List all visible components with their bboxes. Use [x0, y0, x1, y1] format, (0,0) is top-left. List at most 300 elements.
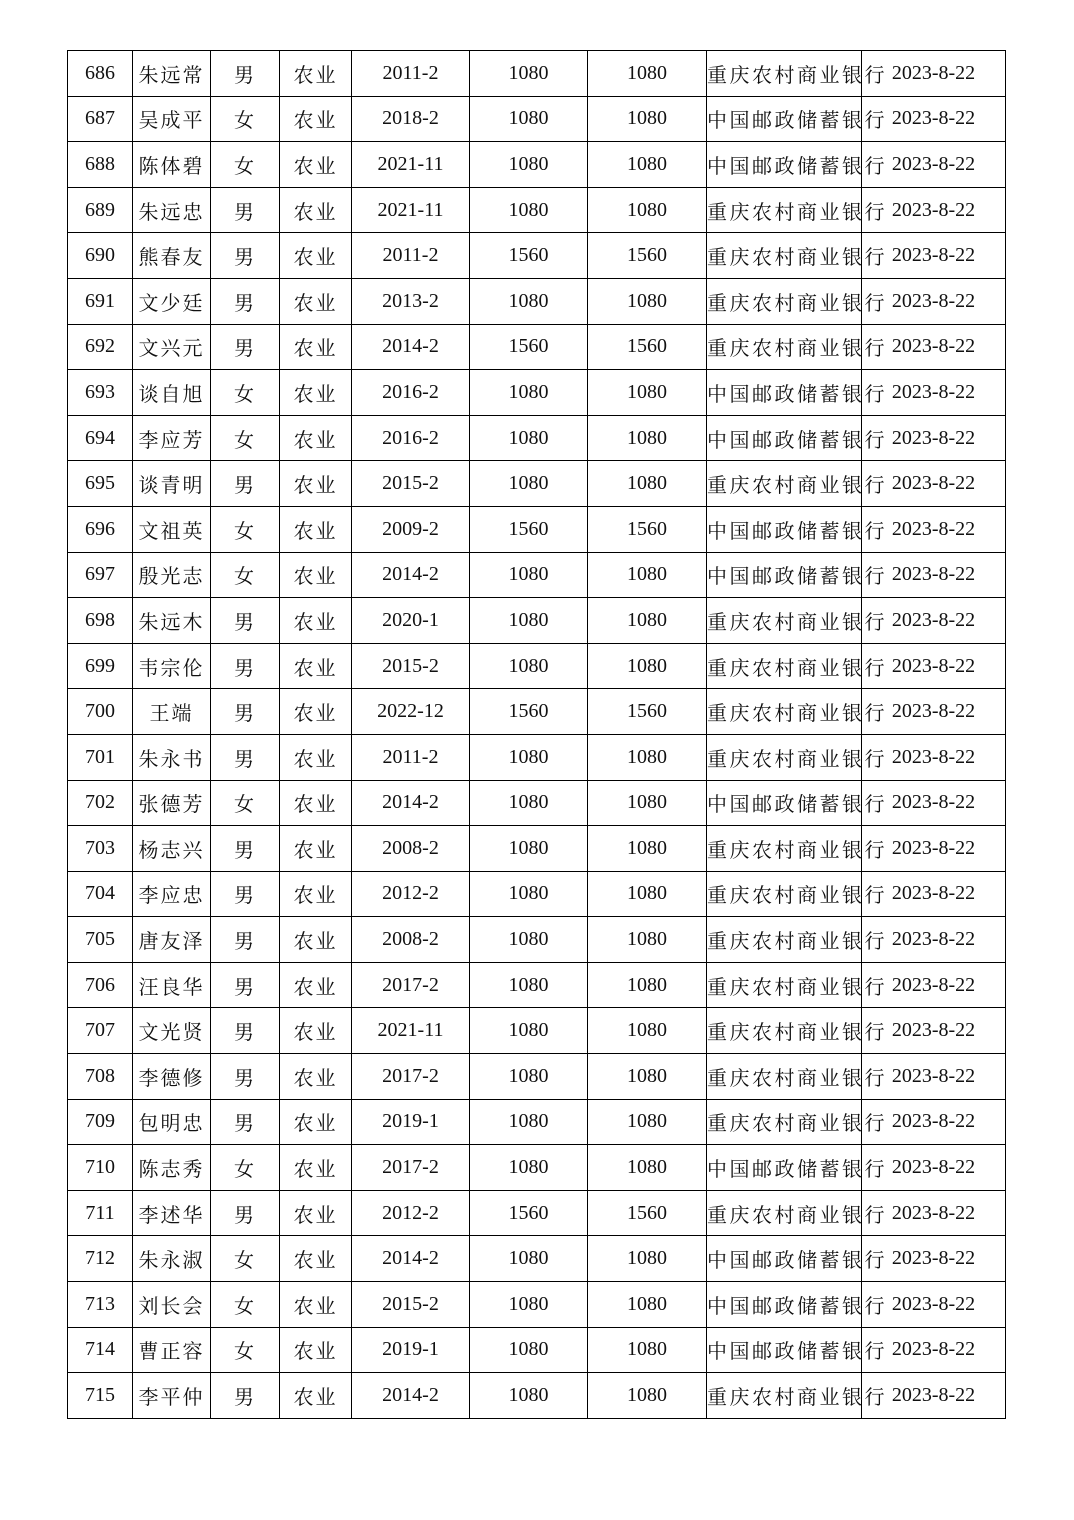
- cell-amount-standard: 1080: [470, 871, 588, 917]
- table-row: [68, 233, 1006, 279]
- cell-start-date: 2015-2: [352, 461, 470, 507]
- cell-name: 熊春友: [133, 233, 211, 279]
- cell-household-type: 农业: [280, 1327, 352, 1373]
- cell-serial-number: 695: [68, 461, 133, 507]
- cell-serial-number: 705: [68, 917, 133, 963]
- cell-start-date: 2009-2: [352, 506, 470, 552]
- cell-start-date: 2011-2: [352, 233, 470, 279]
- cell-amount-standard: 1080: [470, 1008, 588, 1054]
- cell-amount-standard: 1080: [470, 96, 588, 142]
- cell-amount-standard: 1560: [470, 689, 588, 735]
- cell-payment-date: 2023-8-22: [862, 142, 1006, 188]
- cell-amount-paid: 1080: [588, 962, 707, 1008]
- cell-serial-number: 708: [68, 1054, 133, 1100]
- cell-amount-paid: 1080: [588, 1236, 707, 1282]
- cell-start-date: 2018-2: [352, 96, 470, 142]
- table-row: [68, 962, 1006, 1008]
- cell-bank: 中国邮政储蓄银行: [707, 1236, 862, 1282]
- cell-gender: 女: [211, 1236, 280, 1282]
- cell-name: 杨志兴: [133, 826, 211, 872]
- cell-name: 文祖英: [133, 506, 211, 552]
- cell-gender: 女: [211, 780, 280, 826]
- table-row: [68, 1008, 1006, 1054]
- cell-amount-standard: 1080: [470, 187, 588, 233]
- cell-bank: 中国邮政储蓄银行: [707, 96, 862, 142]
- cell-amount-paid: 1080: [588, 96, 707, 142]
- cell-payment-date: 2023-8-22: [862, 278, 1006, 324]
- cell-gender: 男: [211, 643, 280, 689]
- cell-payment-date: 2023-8-22: [862, 370, 1006, 416]
- cell-name: 谈青明: [133, 461, 211, 507]
- cell-start-date: 2012-2: [352, 1190, 470, 1236]
- cell-name: 李应芳: [133, 415, 211, 461]
- cell-name: 汪良华: [133, 962, 211, 1008]
- cell-start-date: 2014-2: [352, 552, 470, 598]
- cell-gender: 男: [211, 51, 280, 97]
- cell-serial-number: 701: [68, 734, 133, 780]
- cell-amount-paid: 1560: [588, 324, 707, 370]
- table-row: [68, 917, 1006, 963]
- cell-payment-date: 2023-8-22: [862, 689, 1006, 735]
- cell-name: 韦宗伦: [133, 643, 211, 689]
- cell-payment-date: 2023-8-22: [862, 233, 1006, 279]
- cell-bank: 重庆农村商业银行: [707, 1190, 862, 1236]
- cell-name: 李德修: [133, 1054, 211, 1100]
- table-row: [68, 506, 1006, 552]
- cell-household-type: 农业: [280, 871, 352, 917]
- cell-amount-paid: 1080: [588, 142, 707, 188]
- table-row: [68, 51, 1006, 97]
- cell-name: 殷光志: [133, 552, 211, 598]
- cell-start-date: 2015-2: [352, 643, 470, 689]
- cell-household-type: 农业: [280, 552, 352, 598]
- cell-amount-standard: 1560: [470, 1190, 588, 1236]
- cell-gender: 女: [211, 1327, 280, 1373]
- cell-household-type: 农业: [280, 1008, 352, 1054]
- cell-bank: 中国邮政储蓄银行: [707, 142, 862, 188]
- cell-serial-number: 702: [68, 780, 133, 826]
- table-row: [68, 324, 1006, 370]
- cell-household-type: 农业: [280, 1099, 352, 1145]
- cell-amount-standard: 1080: [470, 598, 588, 644]
- cell-name: 陈志秀: [133, 1145, 211, 1191]
- cell-start-date: 2014-2: [352, 1236, 470, 1282]
- cell-gender: 男: [211, 278, 280, 324]
- cell-gender: 男: [211, 187, 280, 233]
- cell-gender: 女: [211, 142, 280, 188]
- cell-household-type: 农业: [280, 1145, 352, 1191]
- cell-amount-standard: 1560: [470, 506, 588, 552]
- cell-gender: 女: [211, 1145, 280, 1191]
- cell-serial-number: 688: [68, 142, 133, 188]
- cell-household-type: 农业: [280, 1054, 352, 1100]
- cell-gender: 女: [211, 370, 280, 416]
- cell-start-date: 2014-2: [352, 780, 470, 826]
- cell-bank: 中国邮政储蓄银行: [707, 780, 862, 826]
- cell-payment-date: 2023-8-22: [862, 51, 1006, 97]
- table-row: [68, 370, 1006, 416]
- cell-amount-paid: 1080: [588, 1327, 707, 1373]
- cell-payment-date: 2023-8-22: [862, 598, 1006, 644]
- cell-serial-number: 686: [68, 51, 133, 97]
- cell-payment-date: 2023-8-22: [862, 187, 1006, 233]
- cell-bank: 重庆农村商业银行: [707, 278, 862, 324]
- table-row: [68, 643, 1006, 689]
- table-row: [68, 1282, 1006, 1328]
- cell-gender: 男: [211, 734, 280, 780]
- cell-serial-number: 713: [68, 1282, 133, 1328]
- cell-gender: 男: [211, 461, 280, 507]
- cell-amount-standard: 1080: [470, 826, 588, 872]
- cell-serial-number: 696: [68, 506, 133, 552]
- cell-household-type: 农业: [280, 233, 352, 279]
- cell-amount-standard: 1080: [470, 1282, 588, 1328]
- cell-amount-standard: 1080: [470, 51, 588, 97]
- cell-bank: 中国邮政储蓄银行: [707, 1282, 862, 1328]
- cell-amount-paid: 1080: [588, 370, 707, 416]
- cell-amount-paid: 1080: [588, 1099, 707, 1145]
- cell-start-date: 2008-2: [352, 917, 470, 963]
- table-row: [68, 187, 1006, 233]
- table-row: [68, 780, 1006, 826]
- cell-household-type: 农业: [280, 917, 352, 963]
- cell-household-type: 农业: [280, 1282, 352, 1328]
- cell-household-type: 农业: [280, 962, 352, 1008]
- cell-gender: 男: [211, 917, 280, 963]
- cell-payment-date: 2023-8-22: [862, 1054, 1006, 1100]
- table-row: [68, 826, 1006, 872]
- cell-amount-standard: 1080: [470, 1373, 588, 1419]
- cell-start-date: 2008-2: [352, 826, 470, 872]
- cell-name: 李应忠: [133, 871, 211, 917]
- cell-amount-paid: 1080: [588, 1054, 707, 1100]
- cell-amount-paid: 1080: [588, 917, 707, 963]
- cell-start-date: 2017-2: [352, 1145, 470, 1191]
- cell-household-type: 农业: [280, 1190, 352, 1236]
- cell-gender: 男: [211, 1008, 280, 1054]
- cell-amount-standard: 1080: [470, 278, 588, 324]
- cell-gender: 男: [211, 1099, 280, 1145]
- cell-serial-number: 687: [68, 96, 133, 142]
- cell-amount-standard: 1080: [470, 734, 588, 780]
- cell-amount-paid: 1080: [588, 552, 707, 598]
- cell-bank: 重庆农村商业银行: [707, 917, 862, 963]
- cell-gender: 男: [211, 233, 280, 279]
- cell-amount-paid: 1560: [588, 689, 707, 735]
- cell-amount-paid: 1080: [588, 780, 707, 826]
- cell-start-date: 2017-2: [352, 962, 470, 1008]
- cell-serial-number: 710: [68, 1145, 133, 1191]
- table-row: [68, 871, 1006, 917]
- cell-household-type: 农业: [280, 324, 352, 370]
- cell-bank: 中国邮政储蓄银行: [707, 370, 862, 416]
- cell-payment-date: 2023-8-22: [862, 780, 1006, 826]
- cell-name: 朱远常: [133, 51, 211, 97]
- cell-amount-paid: 1080: [588, 871, 707, 917]
- table-row: [68, 598, 1006, 644]
- cell-payment-date: 2023-8-22: [862, 826, 1006, 872]
- table-row: [68, 1099, 1006, 1145]
- cell-amount-paid: 1080: [588, 734, 707, 780]
- cell-household-type: 农业: [280, 734, 352, 780]
- cell-gender: 男: [211, 1190, 280, 1236]
- cell-bank: 重庆农村商业银行: [707, 598, 862, 644]
- table-row: [68, 1054, 1006, 1100]
- cell-start-date: 2021-11: [352, 142, 470, 188]
- cell-household-type: 农业: [280, 689, 352, 735]
- cell-amount-standard: 1080: [470, 1099, 588, 1145]
- cell-name: 曹正容: [133, 1327, 211, 1373]
- cell-amount-standard: 1080: [470, 552, 588, 598]
- cell-name: 谈自旭: [133, 370, 211, 416]
- cell-bank: 重庆农村商业银行: [707, 871, 862, 917]
- cell-payment-date: 2023-8-22: [862, 1373, 1006, 1419]
- cell-amount-paid: 1080: [588, 461, 707, 507]
- cell-household-type: 农业: [280, 142, 352, 188]
- cell-start-date: 2020-1: [352, 598, 470, 644]
- cell-serial-number: 694: [68, 415, 133, 461]
- table-row: [68, 689, 1006, 735]
- cell-bank: 重庆农村商业银行: [707, 1099, 862, 1145]
- cell-payment-date: 2023-8-22: [862, 1008, 1006, 1054]
- cell-name: 张德芳: [133, 780, 211, 826]
- cell-name: 吴成平: [133, 96, 211, 142]
- cell-amount-standard: 1080: [470, 643, 588, 689]
- cell-serial-number: 689: [68, 187, 133, 233]
- cell-household-type: 农业: [280, 1236, 352, 1282]
- table-row: [68, 1373, 1006, 1419]
- cell-name: 刘长会: [133, 1282, 211, 1328]
- cell-bank: 重庆农村商业银行: [707, 689, 862, 735]
- table-row: [68, 96, 1006, 142]
- cell-bank: 重庆农村商业银行: [707, 461, 862, 507]
- cell-start-date: 2016-2: [352, 370, 470, 416]
- cell-serial-number: 706: [68, 962, 133, 1008]
- cell-start-date: 2011-2: [352, 734, 470, 780]
- cell-serial-number: 700: [68, 689, 133, 735]
- cell-gender: 女: [211, 506, 280, 552]
- cell-household-type: 农业: [280, 826, 352, 872]
- cell-payment-date: 2023-8-22: [862, 871, 1006, 917]
- cell-bank: 中国邮政储蓄银行: [707, 552, 862, 598]
- cell-gender: 男: [211, 962, 280, 1008]
- table-row: [68, 415, 1006, 461]
- table-row: [68, 1145, 1006, 1191]
- cell-name: 包明忠: [133, 1099, 211, 1145]
- cell-amount-paid: 1560: [588, 233, 707, 279]
- cell-start-date: 2012-2: [352, 871, 470, 917]
- table-row: [68, 552, 1006, 598]
- cell-serial-number: 691: [68, 278, 133, 324]
- cell-amount-standard: 1080: [470, 917, 588, 963]
- cell-bank: 中国邮政储蓄银行: [707, 1327, 862, 1373]
- cell-start-date: 2014-2: [352, 324, 470, 370]
- cell-gender: 女: [211, 1282, 280, 1328]
- cell-payment-date: 2023-8-22: [862, 1145, 1006, 1191]
- cell-payment-date: 2023-8-22: [862, 1282, 1006, 1328]
- cell-amount-standard: 1080: [470, 142, 588, 188]
- cell-payment-date: 2023-8-22: [862, 96, 1006, 142]
- cell-start-date: 2016-2: [352, 415, 470, 461]
- roster-table: [67, 50, 1006, 1419]
- cell-bank: 重庆农村商业银行: [707, 734, 862, 780]
- table-row: [68, 1236, 1006, 1282]
- cell-serial-number: 711: [68, 1190, 133, 1236]
- cell-household-type: 农业: [280, 96, 352, 142]
- cell-household-type: 农业: [280, 278, 352, 324]
- cell-name: 文兴元: [133, 324, 211, 370]
- cell-name: 李述华: [133, 1190, 211, 1236]
- cell-gender: 女: [211, 415, 280, 461]
- table-row: [68, 1190, 1006, 1236]
- table-row: [68, 1327, 1006, 1373]
- cell-payment-date: 2023-8-22: [862, 1099, 1006, 1145]
- cell-amount-paid: 1560: [588, 506, 707, 552]
- cell-amount-paid: 1080: [588, 415, 707, 461]
- cell-household-type: 农业: [280, 598, 352, 644]
- cell-bank: 重庆农村商业银行: [707, 962, 862, 1008]
- cell-amount-standard: 1080: [470, 415, 588, 461]
- cell-name: 朱远忠: [133, 187, 211, 233]
- cell-payment-date: 2023-8-22: [862, 1327, 1006, 1373]
- cell-serial-number: 712: [68, 1236, 133, 1282]
- cell-bank: 中国邮政储蓄银行: [707, 415, 862, 461]
- cell-bank: 重庆农村商业银行: [707, 1054, 862, 1100]
- cell-name: 王端: [133, 689, 211, 735]
- cell-serial-number: 704: [68, 871, 133, 917]
- cell-amount-standard: 1080: [470, 780, 588, 826]
- cell-household-type: 农业: [280, 51, 352, 97]
- cell-payment-date: 2023-8-22: [862, 506, 1006, 552]
- cell-amount-paid: 1080: [588, 1282, 707, 1328]
- cell-payment-date: 2023-8-22: [862, 917, 1006, 963]
- cell-name: 文光贤: [133, 1008, 211, 1054]
- cell-bank: 重庆农村商业银行: [707, 826, 862, 872]
- cell-amount-standard: 1080: [470, 461, 588, 507]
- cell-serial-number: 709: [68, 1099, 133, 1145]
- cell-name: 文少廷: [133, 278, 211, 324]
- cell-start-date: 2021-11: [352, 187, 470, 233]
- cell-amount-paid: 1080: [588, 187, 707, 233]
- cell-amount-paid: 1080: [588, 51, 707, 97]
- cell-household-type: 农业: [280, 187, 352, 233]
- cell-gender: 男: [211, 689, 280, 735]
- cell-name: 朱永书: [133, 734, 211, 780]
- cell-household-type: 农业: [280, 370, 352, 416]
- cell-amount-paid: 1080: [588, 826, 707, 872]
- cell-amount-paid: 1080: [588, 1373, 707, 1419]
- cell-serial-number: 699: [68, 643, 133, 689]
- cell-amount-paid: 1080: [588, 1145, 707, 1191]
- cell-gender: 女: [211, 96, 280, 142]
- cell-household-type: 农业: [280, 643, 352, 689]
- cell-payment-date: 2023-8-22: [862, 552, 1006, 598]
- cell-gender: 男: [211, 826, 280, 872]
- cell-bank: 重庆农村商业银行: [707, 51, 862, 97]
- cell-serial-number: 714: [68, 1327, 133, 1373]
- cell-amount-standard: 1080: [470, 1054, 588, 1100]
- cell-gender: 男: [211, 1373, 280, 1419]
- cell-amount-paid: 1080: [588, 278, 707, 324]
- cell-start-date: 2017-2: [352, 1054, 470, 1100]
- cell-start-date: 2019-1: [352, 1327, 470, 1373]
- table-row: [68, 142, 1006, 188]
- cell-serial-number: 715: [68, 1373, 133, 1419]
- cell-name: 陈体碧: [133, 142, 211, 188]
- cell-bank: 中国邮政储蓄银行: [707, 1145, 862, 1191]
- cell-serial-number: 690: [68, 233, 133, 279]
- cell-payment-date: 2023-8-22: [862, 415, 1006, 461]
- table-row: [68, 461, 1006, 507]
- cell-amount-standard: 1080: [470, 1236, 588, 1282]
- cell-gender: 男: [211, 598, 280, 644]
- cell-name: 李平仲: [133, 1373, 211, 1419]
- cell-amount-paid: 1080: [588, 598, 707, 644]
- table-row: [68, 278, 1006, 324]
- cell-name: 朱远木: [133, 598, 211, 644]
- cell-start-date: 2014-2: [352, 1373, 470, 1419]
- cell-serial-number: 693: [68, 370, 133, 416]
- cell-start-date: 2011-2: [352, 51, 470, 97]
- cell-payment-date: 2023-8-22: [862, 962, 1006, 1008]
- cell-household-type: 农业: [280, 461, 352, 507]
- cell-amount-standard: 1560: [470, 324, 588, 370]
- cell-bank: 重庆农村商业银行: [707, 324, 862, 370]
- cell-bank: 重庆农村商业银行: [707, 643, 862, 689]
- table-row: [68, 734, 1006, 780]
- cell-gender: 男: [211, 324, 280, 370]
- cell-start-date: 2019-1: [352, 1099, 470, 1145]
- cell-serial-number: 697: [68, 552, 133, 598]
- cell-amount-standard: 1080: [470, 962, 588, 1008]
- cell-serial-number: 707: [68, 1008, 133, 1054]
- cell-serial-number: 698: [68, 598, 133, 644]
- cell-amount-standard: 1560: [470, 233, 588, 279]
- cell-serial-number: 692: [68, 324, 133, 370]
- roster-body: [68, 51, 1006, 1419]
- cell-household-type: 农业: [280, 1373, 352, 1419]
- cell-amount-standard: 1080: [470, 1327, 588, 1373]
- cell-bank: 中国邮政储蓄银行: [707, 506, 862, 552]
- cell-payment-date: 2023-8-22: [862, 461, 1006, 507]
- cell-name: 唐友泽: [133, 917, 211, 963]
- cell-payment-date: 2023-8-22: [862, 1190, 1006, 1236]
- cell-name: 朱永淑: [133, 1236, 211, 1282]
- cell-bank: 重庆农村商业银行: [707, 1008, 862, 1054]
- cell-bank: 重庆农村商业银行: [707, 233, 862, 279]
- cell-household-type: 农业: [280, 780, 352, 826]
- cell-amount-standard: 1080: [470, 370, 588, 416]
- cell-amount-paid: 1080: [588, 1008, 707, 1054]
- cell-payment-date: 2023-8-22: [862, 1236, 1006, 1282]
- cell-start-date: 2021-11: [352, 1008, 470, 1054]
- cell-amount-standard: 1080: [470, 1145, 588, 1191]
- cell-household-type: 农业: [280, 506, 352, 552]
- cell-start-date: 2015-2: [352, 1282, 470, 1328]
- cell-bank: 重庆农村商业银行: [707, 187, 862, 233]
- cell-payment-date: 2023-8-22: [862, 734, 1006, 780]
- cell-gender: 男: [211, 871, 280, 917]
- cell-bank: 重庆农村商业银行: [707, 1373, 862, 1419]
- cell-serial-number: 703: [68, 826, 133, 872]
- cell-payment-date: 2023-8-22: [862, 324, 1006, 370]
- cell-gender: 男: [211, 1054, 280, 1100]
- cell-start-date: 2013-2: [352, 278, 470, 324]
- cell-amount-paid: 1560: [588, 1190, 707, 1236]
- cell-payment-date: 2023-8-22: [862, 643, 1006, 689]
- cell-start-date: 2022-12: [352, 689, 470, 735]
- cell-gender: 女: [211, 552, 280, 598]
